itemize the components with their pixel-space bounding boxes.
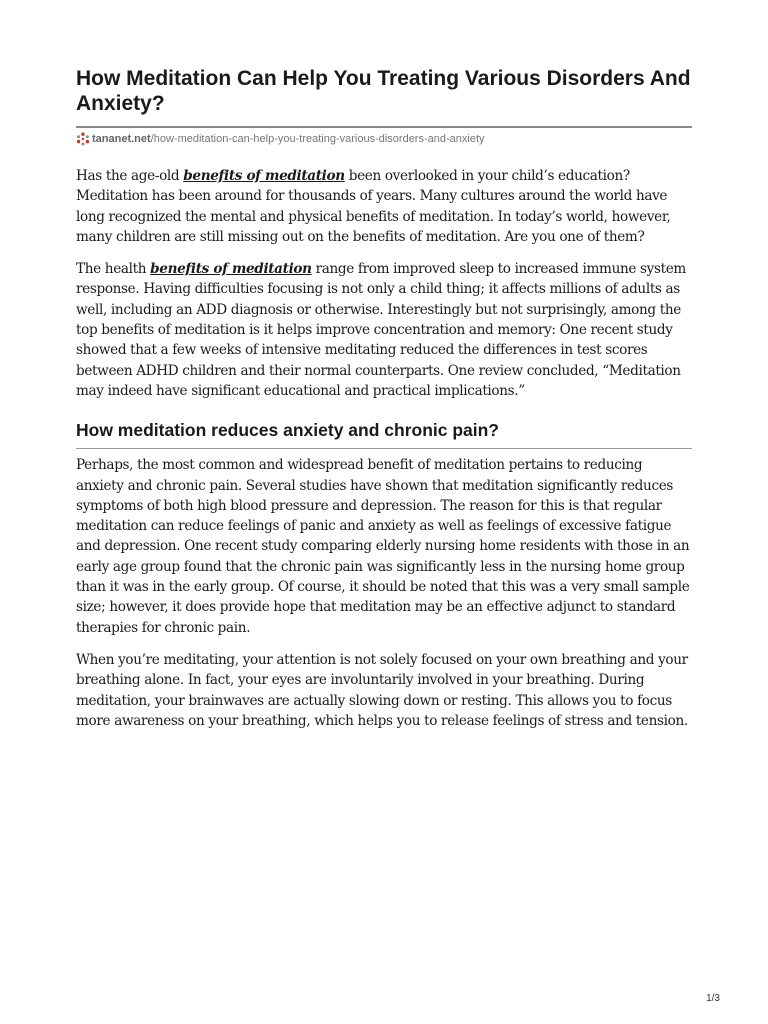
article (76, 66, 692, 731)
source-domain[interactable]: tananet.net (92, 133, 151, 145)
title-divider (76, 126, 692, 128)
page-title: How Meditation Can Help You Treating Various Disorders And Anxiety? (76, 67, 691, 115)
benefits-of-meditation-link[interactable]: benefits of meditation (150, 261, 312, 278)
section-divider (76, 448, 692, 449)
paragraph-3: Perhaps, the most common and widespread benefit of meditation pertains to reducing anxiety and chronic pain. Several studies have shown that meditation significantly reduces symptoms of both high blood pressure and depression. The reason for this is that regular meditation can reduce feelings of panic and anxiety as well as feelings of excessive fatigue and depression. One recent study comparing elderly nursing home residents with those in an early age group found that the chronic pain was significantly less in the nursing home group than it was in the early group. Of course, it should be noted that this was a very small sample size; however, it does provide hope that meditation may be an effective adjunct to standard therapies for chronic pain. (76, 457, 690, 636)
source-path[interactable]: /how-meditation-can-help-you-treating-various-disorders-and-anxiety (150, 133, 485, 145)
paragraph-2 (76, 259, 692, 401)
paragraph-1-body: been overlooked in your child’s education? Meditation has been around for thousands of years. Many cultures around the world have long recognized the mental and physical benefits of meditation. In today’s world, however, many children are still missing out on the benefits of meditation. Are you one of them? (76, 168, 671, 245)
section-heading: How meditation reduces anxiety and chronic pain? (76, 420, 499, 441)
site-logo-icon (76, 132, 90, 146)
paragraph-1-intro: Has the age-old (76, 168, 184, 184)
page-number: 1/3 (706, 993, 720, 1004)
paragraph-2-body: range from improved sleep to increased immune system response. Having difficulties focusing is not only a child thing; it affects millions of adults as well, including an ADD diagnosis or otherwise. Interestingly but not surprisingly, among the top benefits of meditation is it helps improve concentration and memory: One recent study showed that a few weeks of intensive meditating reduced the differences in test scores between ADHD children and their normal counterparts. One review concluded, “Meditation may indeed have significant educational and practical implications.” (76, 261, 686, 399)
source-url[interactable] (76, 132, 692, 146)
paragraph-4: When you’re meditating, your attention is not solely focused on your own breathing and your breathing alone. In fact, your eyes are involuntarily involved in your breathing. During meditation, your brainwaves are actually slowing down or resting. This allows you to focus more awareness on your breathing, which helps you to release feelings of stress and tension. (76, 651, 688, 729)
paragraph-2-intro: The health (76, 261, 151, 278)
paragraph-1 (76, 166, 692, 247)
benefits-of-meditation-link[interactable]: benefits of meditation (183, 168, 345, 184)
